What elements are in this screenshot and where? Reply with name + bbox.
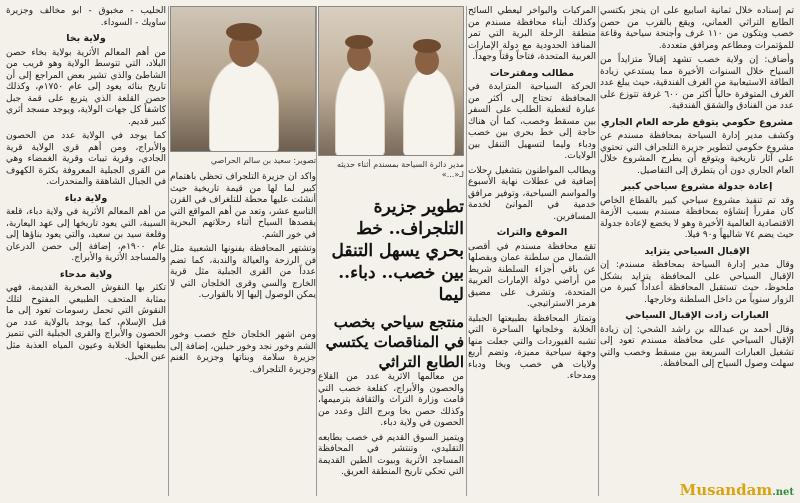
paragraph: وتمتاز المحافظة بطبيعتها الجبلية الخلابة وخلجانها الساحرة التي تشبه الفيوردات والتي جعلت منها وجهة سياحية مميزة، وتضم أربع ولايات هي خصب وبخا ودباء ومدحاء. (468, 313, 596, 381)
paragraph: تكثر بها النقوش الصخرية القديمة، فهي بمثابة المتحف الطبيعي المفتوح لتلك النقوش التي تحمل رسومات تعود إلى ما قبل الإسلام، كما يوجد بالولاية عدد من الحصون والأبراج والقرى الجبلية التي تتميز بطبيعتها الخلابة وعيون المياه العذبة مثل عين الحيل. (6, 283, 166, 362)
paragraph: من أهم المعالم الأثرية في ولاية دباء، قلعة السيبة، التي يعود تاريخها إلى عهد اليعاربة، وقلعة سيد بن سعيد، والتي يعود بناؤها إلى عام ١٩٠٠م، إضافة إلى حصن الدرعان والمساجد الأثرية والأبراج. (6, 207, 166, 263)
logo-name: Musandam (679, 481, 773, 499)
official-photo (170, 6, 316, 152)
person-turban (413, 39, 441, 53)
paragraph: ويطالب المواطنون بتشغيل رحلات إضافية في عطلات نهاية الأسبوع والمواسم السياحية، وتوفير مرافق خدمية في الموانئ لخدمة المسافرين. (468, 165, 596, 222)
photo-caption: تصوير: سعيد بن سالم الحراصي (210, 156, 316, 165)
article-column-1 (600, 6, 794, 476)
photo-caption: مدير دائرة السياحة بمسندم أثناء حديثه لـ«...» (336, 160, 464, 179)
person-turban (345, 35, 373, 49)
paragraph: كما يوجد في الولاية عدد من الحصون والأبراج، ومن أهم قرى الولاية قرية الجادي، وقرية تيبات وقرية الغمضاء وهي من القرى الجبلية المعروفة بكثرة الكهوف في الجبال الشاهقة والمنحدرات. (6, 131, 166, 187)
subheading: إعادة جدولة مشروع سياحي كبير (621, 181, 773, 192)
subheading: مشروع حكومي يتوقع طرحه العام الجاري (601, 116, 793, 128)
column-divider (316, 6, 317, 496)
column-divider (168, 6, 169, 496)
logo-tld: .net (772, 487, 794, 498)
person-figure (403, 67, 455, 156)
paragraph: وأكد أن جزيرة التلجراف تحظى باهتمام كبير لما لها من قيمة تاريخية حيث أنشئت عليها محطة للتلغراف في القرن التاسع عشر، وتعد من أهم المواقع التي يقصدها السياح أثناء رحلاتهم البحرية في خور الشم. (170, 172, 316, 240)
article-column-3 (318, 372, 464, 494)
paragraph: وتشتهر المحافظة بفنونها الشعبية مثل فن الرزحة والعيالة والندبة، كما تضم عدداً من القرى الجبلية مثل قرية الخارج والسي وقرى الخلجان التي لا يمكن الوصول إليها إلا بالقوارب. (170, 244, 316, 300)
subheading: الموقع والتراث (496, 227, 568, 238)
paragraph: الحركة السياحية المتزايدة في المحافظة تحتاج إلى أكثر من عبارة لتغطية الطلب على السفر بين مسقط وخصب، كما أن هناك حاجة إلى خط بحري بين خصب ودباء وليما لتسهيل التنقل بين الولايات. (468, 82, 596, 161)
paragraph: تم إسناده خلال ثمانية أسابيع على أن ينجز بكتسي الطابع التراثي العماني، ويقع بالقرب من حصن خصب ويتكون من ١١٠ غرف وأجنحة سياحية وقاعة للمؤتمرات ومطاعم ومرافق متعددة. (600, 6, 794, 51)
article-column-4 (6, 6, 166, 496)
subheading: ولاية مدحاء (59, 268, 113, 280)
headline-block (318, 196, 464, 372)
subheading: الإقبال السياحي يتزايد (644, 245, 750, 257)
column-divider (466, 6, 467, 496)
paragraph: ومن أشهر الخلجان خلج خصب وخور الشم وخور نجد وخور حبلين، إضافة إلى جزيرة سلامة وبناتها وجزيرة الغنم وجزيرة التلجراف. (170, 330, 316, 375)
paragraph: المركبات والبواخر ليعطي السائح وكذلك أبناء محافظة مسندم من منطقة الرحلة البرية التي تمر المنافذ الحدودية مع دولة الإمارات العربية المتحدة، فتاحاً وقتاً وجهداً. (468, 6, 596, 62)
paragraph: وقد تم تنفيذ مشروع سياحي كبير بالقطاع الخاص كان مقرراً إنشاؤه بمحافظة مسندم بسبب الأزمة الاقتصادية العالمية الأخيرة وهو لا يخضع لإعادة جدولة حيث يضم ٧٤ شاليهاً و٩٠ فيلا. (600, 195, 794, 240)
subheading: ولاية دباء (64, 192, 108, 204)
paragraph: وأضاف: إن ولاية خصب تشهد إقبالاً متزايداً من السياح خلال السنوات الأخيرة مما يستدعي زيادة الطاقة الاستيعابية من الغرف الفندقية، حيث يبلغ عدد الغرف المتوفرة حالياً أكثر من ٦٠٠ غرفة تتوزع على عدد من الفنادق والشقق الفندقية. (600, 55, 794, 111)
article-column-3b (170, 330, 316, 494)
interview-photo (318, 6, 464, 156)
paragraph: وقال أحمد بن عبدالله بن راشد الشحي: إن زيادة الإقبال السياحي على محافظة مسندم تعود إلى تشغيل العبارات السريعة بين مسقط وخصب والتي سهلت وصول السياح إلى المحافظة. (600, 324, 794, 369)
column-divider (598, 6, 599, 496)
paragraph: وقال مدير إدارة السياحة بمحافظة مسندم: إن الإقبال السياحي على المحافظة يتزايد بشكل ملحوظ، حيث تستقبل المحافظة أعداداً كبيرة من الزوار سنوياً من داخل السلطنة وخارجها. (600, 260, 794, 305)
subheading: مطالب ومقترحات (489, 67, 574, 79)
subheading: ولاية بخا (66, 33, 106, 44)
person-figure (209, 59, 279, 152)
site-logo (680, 481, 794, 499)
person-figure (335, 63, 385, 156)
paragraph: الحليب - مخبوق - أبو مخالف وجزيرة ساويك - السوداء. (6, 6, 166, 28)
paragraph: من أهم المعالم الأثرية بولاية بخاء حصن البلاد، التي تتوسط الولاية وهو قريب من الشاطئ والذي تشير بعض المراجع إلى أن تاريخ بنائه يعود إلى عام ١٧٥٠م، وكذلك حصن القلعة الذي يتربع على قمة جبل كاشفاً كل جهات الولاية، ويوجد مسجد أثري كبير قديم. (6, 47, 166, 127)
main-headline: تطوير جزيرة التلجراف.. خط بحري يسهل التنقل بين خصب.. دباء.. ليما (331, 197, 464, 305)
sub-headline: منتجع سياحي بخصب في المناقصات يكتسي الطابع التراثي (325, 313, 464, 371)
paragraph: ويتميز السوق القديم في خصب بطابعه التقليدي، وتنتشر في المحافظة المساجد الأثرية وبيوت الطين القديمة التي تحكي تاريخ المنطقة العريق. (318, 432, 464, 477)
subheading: العبارات زادت الإقبال السياحي (625, 310, 769, 321)
paragraph: وكشف مدير إدارة السياحة بمحافظة مسندم عن مشروع حكومي لتطوير جزيرة التلجراف التي تحتوي على آثار تاريخية ويتوقع أن يطرح المشروع خلال العام الجاري دون أن يتطرق إلى التفاصيل. (600, 131, 794, 176)
person-turban (226, 23, 262, 41)
article-column-2 (468, 6, 596, 496)
paragraph: من معالمها الأثرية عدد من القلاع والحصون والأبراج، كقلعة خصب التي قامت وزارة التراث والثقافة بترميمها، وكذلك حصن بخا وبرج التل وعدد من الحصون في ولاية دباء. (318, 372, 464, 428)
paragraph: تقع محافظة مسندم في أقصى الشمال من سلطنة عمان ويفصلها عن باقي أجزاء السلطنة شريط من أراضي دولة الإمارات العربية المتحدة، وتشرف على مضيق هرمز الاستراتيجي. (468, 241, 596, 309)
article-column-mid (170, 172, 316, 327)
